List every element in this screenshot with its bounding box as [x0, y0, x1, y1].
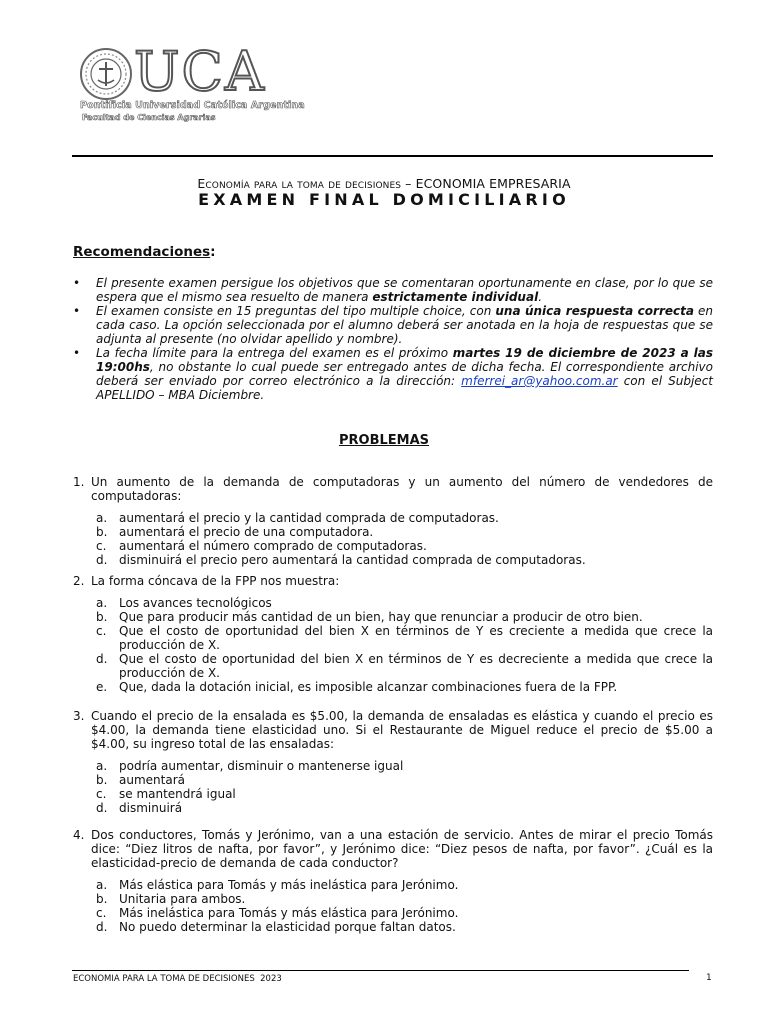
option-letter: d.	[96, 801, 108, 815]
option-letter: c.	[96, 787, 107, 801]
email-link[interactable]: mferrei_ar@yahoo.com.ar	[461, 374, 618, 388]
question-3	[73, 709, 713, 815]
footer-divider	[72, 970, 689, 971]
answer-option	[73, 610, 713, 624]
question-number: 2.	[73, 574, 85, 588]
option-letter: a.	[96, 511, 108, 525]
answer-option	[73, 624, 713, 652]
bullet-icon: •	[73, 346, 81, 360]
recommendation-item	[73, 276, 713, 304]
bullet-icon: •	[73, 276, 81, 290]
question-text: Un aumento de la demanda de computadoras y un aumento del número de vendedores de computadoras:	[91, 475, 713, 503]
option-letter: e.	[96, 680, 108, 694]
recommendations-heading-colon: :	[210, 244, 216, 260]
option-letter: c.	[96, 539, 107, 553]
option-text: disminuirá el precio pero aumentará la cantidad comprada de computadoras.	[119, 553, 586, 567]
answer-option	[73, 553, 713, 567]
question-number: 4.	[73, 828, 85, 842]
recommendation-text: , no obstante lo cual puede ser entregado antes de dicha fecha. El correspondiente archivo deberá ser enviado por correo electrónico a la dirección:	[96, 360, 713, 388]
footer-text: ECONOMIA PARA LA TOMA DE DECISIONES 2023	[73, 974, 282, 984]
option-text: podría aumentar, disminuir o mantenerse igual	[119, 759, 404, 773]
option-letter: c.	[96, 624, 107, 638]
option-letter: b.	[96, 892, 108, 906]
option-letter: a.	[96, 596, 108, 610]
recommendation-text: El presente examen persigue los objetivos que se comentaran oportunamente en clase, por lo que se espera que el mismo sea resuelto de manera	[96, 276, 713, 304]
option-text: Más elástica para Tomás y más inelástica para Jerónimo.	[119, 878, 459, 892]
recommendation-emphasis: estrictamente individual	[372, 290, 539, 304]
answer-option	[73, 525, 713, 539]
question-1	[73, 475, 713, 567]
answer-option	[73, 773, 713, 787]
question-number: 1.	[73, 475, 85, 489]
recommendation-text: .	[538, 290, 543, 304]
answer-option	[73, 652, 713, 680]
option-text: aumentará	[119, 773, 185, 787]
option-text: Unitaria para ambos.	[119, 892, 246, 906]
answer-option	[73, 759, 713, 773]
recommendation-text: El examen consiste en 15 preguntas del tipo multiple choice, con	[96, 304, 496, 318]
recommendation-text: La fecha límite para la entrega del examen es el próximo	[96, 346, 453, 360]
option-letter: b.	[96, 610, 108, 624]
answer-option	[73, 680, 713, 694]
problems-heading: PROBLEMAS	[338, 433, 430, 448]
answer-option	[73, 892, 713, 906]
logo-faculty-name: Facultad de Ciencias Agrarias	[82, 113, 216, 122]
option-text: Los avances tecnológicos	[119, 596, 272, 610]
answer-option	[73, 787, 713, 801]
option-text: Que el costo de oportunidad del bien X en términos de Y es creciente a medida que crece la producción de X.	[119, 624, 713, 652]
option-text: aumentará el número comprado de computadoras.	[119, 539, 427, 553]
recommendations-heading-text: Recomendaciones	[73, 244, 211, 260]
option-text: se mantendrá igual	[119, 787, 236, 801]
option-text: disminuirá	[119, 801, 183, 815]
option-text: aumentará el precio de una computadora.	[119, 525, 374, 539]
logo-university-name: Pontificia Universidad Católica Argentina	[80, 100, 305, 111]
recommendation-emphasis: martes 19 de diciembre de 2023 a las 19:00hs	[96, 346, 713, 374]
answer-option	[73, 801, 713, 815]
question-text: La forma cóncava de la FPP nos muestra:	[91, 574, 340, 588]
answer-option	[73, 906, 713, 920]
recommendation-text: en cada caso. La opción seleccionada por el alumno deberá ser anotada en la hoja de respuestas que se adjunta al presente (no olvidar apellido y nombre).	[96, 304, 713, 346]
question-text: Cuando el precio de la ensalada es $5.00, la demanda de ensaladas es elástica y cuando el precio es $4.00, la demanda tiene elasticidad uno. Si el Restaurante de Miguel reduce el precio de $5.00 a $4.00, su ingreso total de las ensaladas:	[91, 709, 713, 751]
option-letter: c.	[96, 906, 107, 920]
question-text: Dos conductores, Tomás y Jerónimo, van a una estación de servicio. Antes de mirar el precio Tomás dice: “Diez litros de nafta, por favor”, y Jerónimo dice: “Diez pesos de nafta, por favor”. ¿Cuál es la elasticidad-precio de demanda de cada conductor?	[91, 828, 713, 870]
question-2	[73, 574, 713, 694]
question-4	[73, 828, 713, 934]
answer-option	[73, 878, 713, 892]
answer-options	[73, 759, 713, 815]
recommendation-text: con el Subject APELLIDO – MBA Diciembre.	[96, 374, 713, 402]
option-text: Que para producir más cantidad de un bien, hay que renunciar a producir de otro bien.	[119, 610, 643, 624]
logo-letters: UCA	[134, 40, 266, 103]
bullet-icon: •	[73, 304, 81, 318]
recommendation-item	[73, 304, 713, 346]
option-text: Que el costo de oportunidad del bien X en términos de Y es decreciente a medida que crece la producción de X.	[119, 652, 713, 680]
option-letter: a.	[96, 759, 108, 773]
answer-option	[73, 920, 713, 934]
page-number: 1	[706, 973, 712, 983]
answer-options	[73, 596, 713, 694]
answer-option	[73, 511, 713, 525]
option-letter: d.	[96, 553, 108, 567]
option-text: No puedo determinar la elasticidad porque faltan datos.	[119, 920, 456, 934]
answer-options	[73, 511, 713, 567]
course-subject: Economía para la toma de decisiones – ECONOMIA EMPRESARIA	[197, 176, 571, 191]
recommendation-emphasis: una única respuesta correcta	[495, 304, 694, 318]
header-divider	[72, 155, 713, 157]
exam-title: EXAMEN FINAL DOMICILIARIO	[198, 190, 570, 209]
option-letter: b.	[96, 525, 108, 539]
question-number: 3.	[73, 709, 85, 723]
recommendation-item	[73, 346, 713, 402]
option-text: Más inelástica para Tomás y más elástica para Jerónimo.	[119, 906, 459, 920]
option-text: aumentará el precio y la cantidad comprada de computadoras.	[119, 511, 499, 525]
answer-option	[73, 539, 713, 553]
option-letter: a.	[96, 878, 108, 892]
option-letter: d.	[96, 652, 108, 666]
answer-option	[73, 596, 713, 610]
recommendations-list	[73, 276, 713, 402]
uca-logo	[78, 40, 305, 126]
option-text: Que, dada la dotación inicial, es imposible alcanzar combinaciones fuera de la FPP.	[119, 680, 618, 694]
option-letter: b.	[96, 773, 108, 787]
answer-options	[73, 878, 713, 934]
recommendations-heading	[73, 244, 216, 260]
option-letter: d.	[96, 920, 108, 934]
